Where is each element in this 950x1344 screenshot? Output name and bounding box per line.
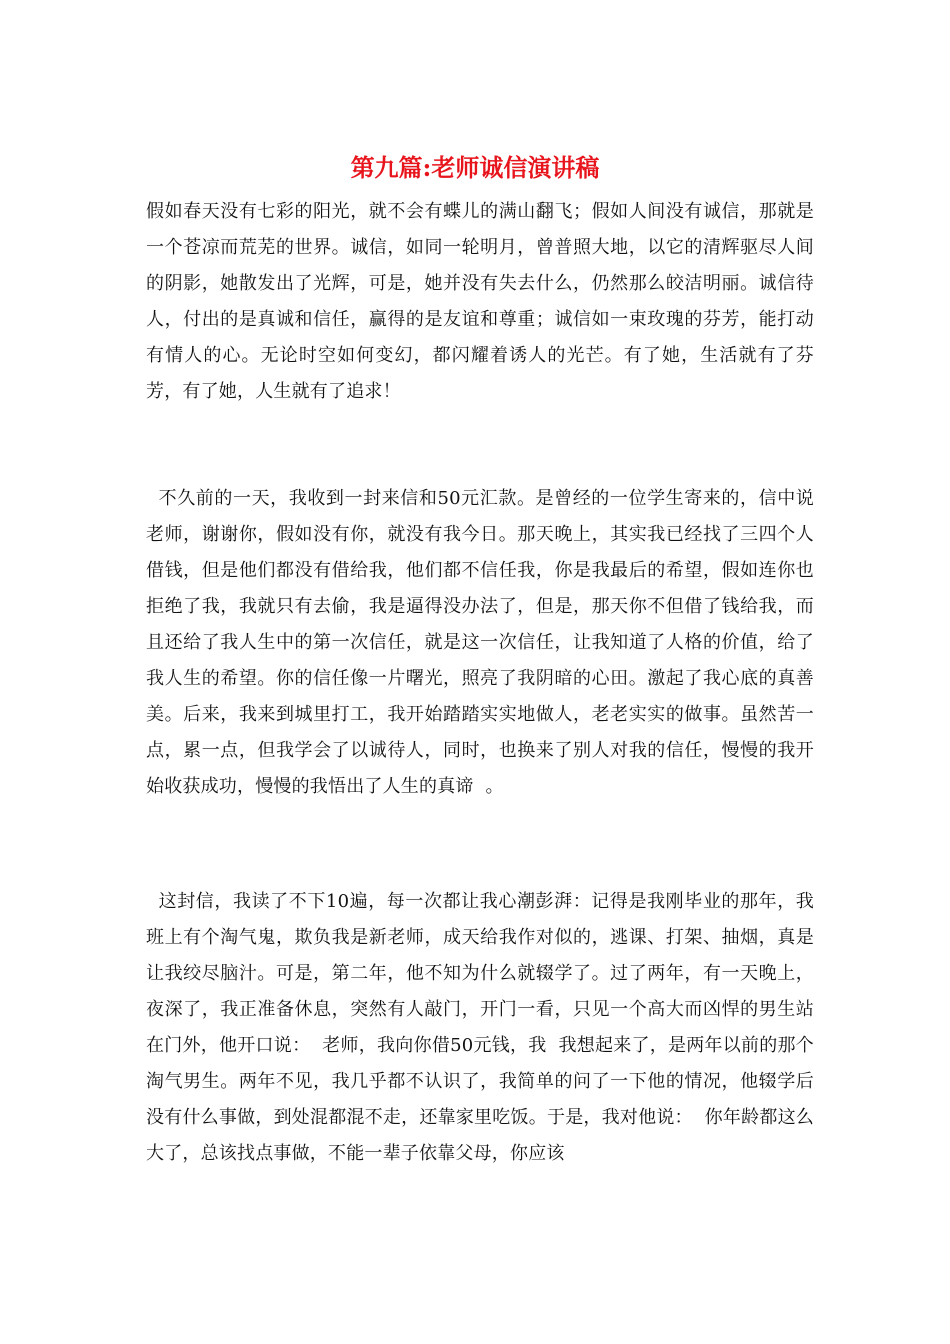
paragraph-3: 这封信，我读了不下10遍，每一次都让我心潮彭湃：记得是我刚毕业的那年，我班上有个淘气鬼，欺负我是新老师，成天给我作对似的，逃课、打架、抽烟，真是让我绞尽脑汁。可是，第二年，他不知为什么就辍学了。过了两年，有一天晚上，夜深了，我正准备休息，突然有人敲门，开门一看，只见一个高大而凶悍的男生站在门外，他开口说： 老师，我向你借50元钱，我 我想起来了，是两年以前的那个淘气男生。两年不见，我几乎都不认识了，我简单的问了一下他的情况，他辍学后没有什么事做，到处混都混不走，还靠家里吃饭。于是，我对他说： 你年龄都这么大了，总该找点事做，不能一辈子依靠父母，你应该 <box>146 891 814 1164</box>
document-title: 第九篇:老师诚信演讲稿 <box>350 153 600 182</box>
paragraph-2: 不久前的一天，我收到一封来信和50元汇款。是曾经的一位学生寄来的，信中说 老师，谢谢你，假如没有你，就没有我今日。那天晚上，其实我已经找了三四个人借钱，但是他们都没有借给我，他们都不信任我，你是我最后的希望，假如连你也拒绝了我，我就只有去偷，我是逼得没办法了，但是，那天你不但借了钱给我，而且还给了我人生中的第一次信任，就是这一次信任，让我知道了人格的价值，给了我人生的希望。你的信任像一片曙光，照亮了我阴暗的心田。激起了我心底的真善美。后来，我来到城里打工，我开始踏踏实实地做人，老老实实的做事。虽然苦一点，累一点，但我学会了以诚待人，同时，也换来了别人对我的信任，慢慢的我开始收获成功，慢慢的我悟出了人生的真谛 。 <box>146 488 826 797</box>
paragraph-1: 假如春天没有七彩的阳光，就不会有蝶儿的满山翻飞；假如人间没有诚信，那就是一个苍凉而荒芜的世界。诚信，如同一轮明月，曾普照大地，以它的清辉驱尽人间的阴影，她散发出了光辉，可是，她并没有失去什么，仍然那么皎洁明丽。诚信待人，付出的是真诚和信任，赢得的是友谊和尊重；诚信如一束玫瑰的芬芳，能打动有情人的心。无论时空如何变幻，都闪耀着诱人的光芒。有了她，生活就有了芬芳，有了她，人生就有了追求！ <box>146 201 814 402</box>
